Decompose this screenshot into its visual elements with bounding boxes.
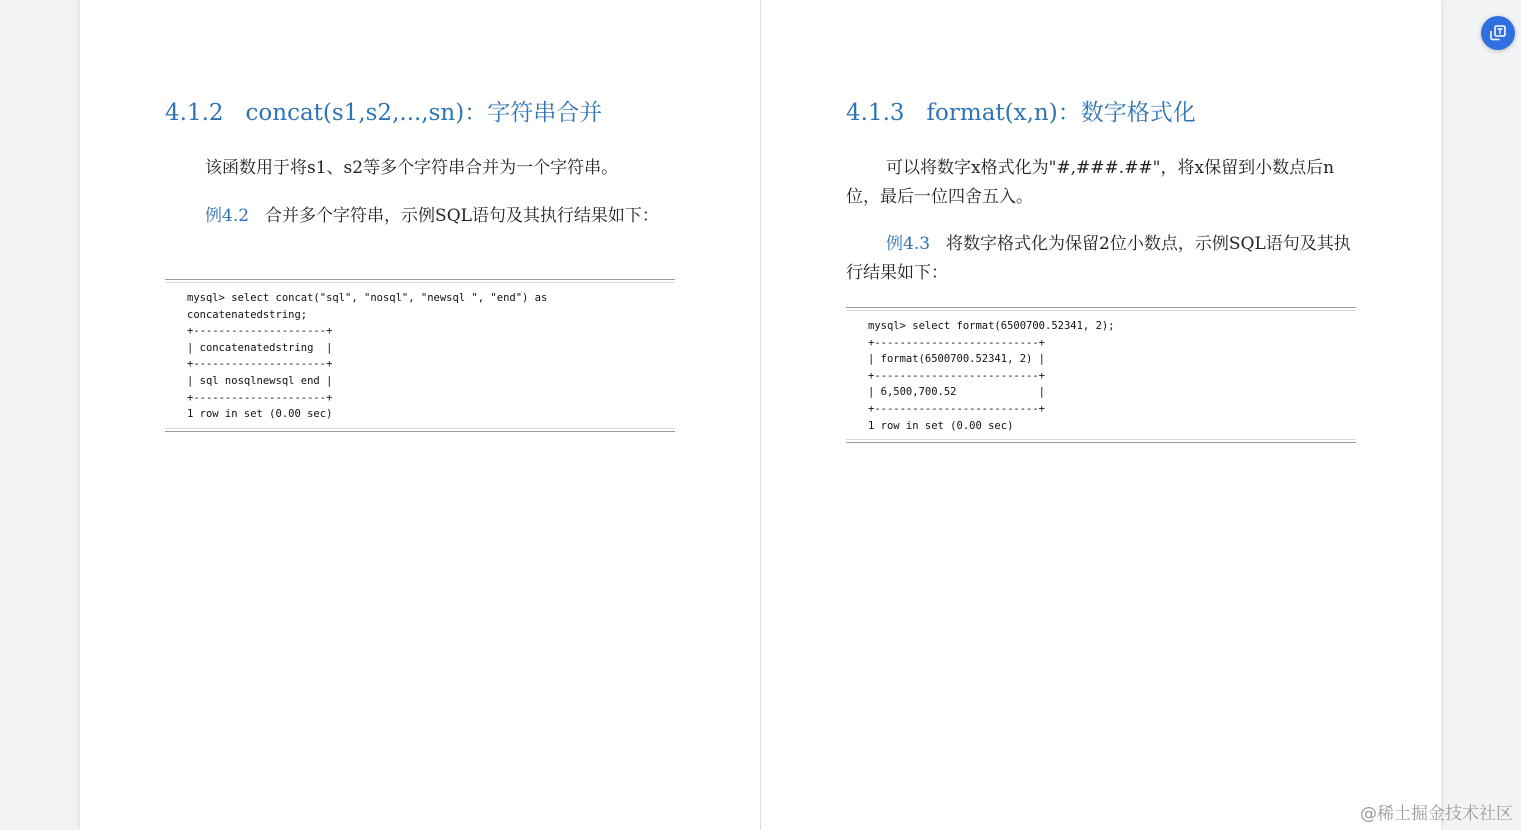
code-line: | sql nosqlnewsql end | — [187, 374, 333, 387]
example-label: 例4.2 — [205, 206, 250, 226]
left-page — [165, 0, 675, 830]
code-line: 1 row in set (0.00 sec) — [187, 408, 333, 421]
code-block — [165, 279, 675, 432]
section-title: concat(s1,s2,...,sn)：字符串合并 — [245, 100, 603, 126]
right-page — [846, 0, 1356, 830]
intro-paragraph: 该函数用于将s1、s2等多个字符串合并为一个字符串。 — [205, 158, 619, 178]
page-divider — [760, 0, 761, 830]
code-line: +--------------------------+ — [868, 336, 1046, 349]
code-line: | 6,500,700.52 | — [868, 386, 1046, 399]
translate-fab-button[interactable] — [1481, 16, 1515, 50]
section-number: 4.1.2 — [165, 100, 224, 126]
code-line: | format(6500700.52341, 2) | — [868, 353, 1046, 366]
page-spread — [80, 0, 1441, 830]
intro-paragraph: 可以将数字x格式化为"#,###.##"，将x保留到小数点后n位，最后一位四舍五入。 — [846, 158, 1335, 207]
code-line: mysql> select format(6500700.52341, 2); — [868, 320, 1115, 332]
section-number: 4.1.3 — [846, 100, 905, 126]
section-heading-4-1-2 — [165, 94, 602, 127]
code-line: mysql> select concat("sql", "nosql", "newsql ", "end") as — [187, 292, 548, 304]
translate-icon — [1488, 23, 1508, 43]
code-line: +---------------------+ — [187, 391, 333, 404]
code-line: 1 row in set (0.00 sec) — [868, 419, 1014, 432]
watermark: @稀土掘金技术社区 — [1360, 804, 1513, 824]
example-paragraph — [165, 202, 675, 231]
code-line: +---------------------+ — [187, 325, 333, 338]
example-paragraph — [846, 230, 1356, 288]
code-line: +--------------------------+ — [868, 369, 1046, 382]
code-block — [846, 307, 1356, 443]
example-text: 将数字格式化为保留2位小数点，示例SQL语句及其执行结果如下： — [846, 234, 1351, 283]
code-line: | concatenatedstring | — [187, 341, 333, 354]
example-label: 例4.3 — [886, 234, 931, 254]
code-line: +--------------------------+ — [868, 402, 1046, 415]
code-line: concatenatedstring; — [187, 308, 308, 321]
section-title: format(x,n)：数字格式化 — [926, 100, 1196, 126]
code-line: +---------------------+ — [187, 358, 333, 371]
section-heading-4-1-3 — [846, 94, 1196, 127]
example-text: 合并多个字符串，示例SQL语句及其执行结果如下： — [265, 206, 659, 226]
